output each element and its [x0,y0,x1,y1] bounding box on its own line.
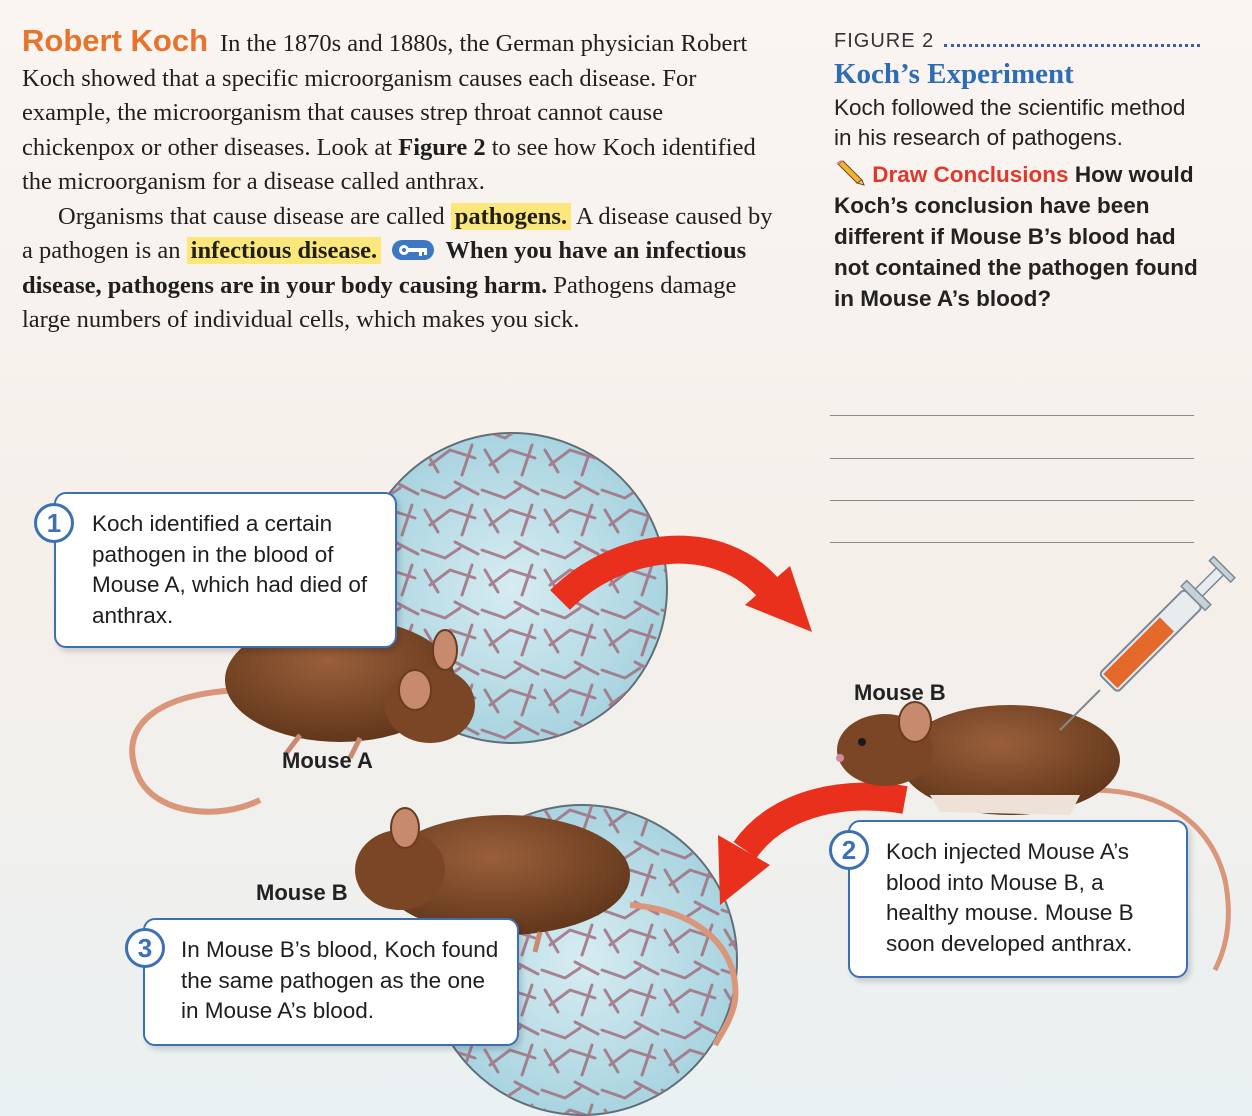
section-heading: Robert Koch [22,23,208,58]
figure-label: FIGURE 2 [834,29,935,52]
paragraph-2-c: Pathogens damage large numbers of individual cells, which makes you sick. [22,271,737,333]
paragraph-2-b: A disease caused by a pathogen is an [22,202,773,264]
draw-conclusions-label: Draw Conclusions [872,162,1069,187]
step-2-number: 2 [829,830,869,870]
mouse-b-top-label: Mouse B [854,680,946,705]
syringe-illustration [1060,555,1236,730]
paragraph-1-end: to see how Koch identified the microorganism for a disease called anthrax. [22,133,756,195]
step-1-callout [54,492,397,648]
paragraph-2-a: Organisms that cause disease are called [58,202,445,230]
key-concept-sentence: When you have an infectious disease, pathogens are in your body causing harm. [22,237,747,299]
figure-description: Koch followed the scientific method in his research of pathogens. [834,95,1186,150]
mouse-a-label: Mouse A [282,748,373,773]
draw-conclusions-question: How would Koch’s conclusion have been different if Mouse B’s blood had not contained the pathogen found in Mouse A’s blood? [834,162,1198,311]
step-1-text: Koch identified a certain pathogen in the blood of Mouse A, which had died of anthrax. [92,511,368,628]
step-3-number: 3 [125,928,165,968]
vocab-term-infectious-disease: infectious disease. [187,237,381,264]
step-1-number: 1 [34,503,74,543]
step-3-text: In Mouse B’s blood, Koch found the same pathogen as the one in Mouse A’s blood. [181,937,499,1023]
figure-reference[interactable]: Figure 2 [398,133,486,161]
step-3-callout [143,918,519,1046]
vocab-term-pathogens: pathogens. [451,203,571,230]
paragraph-1-text: In the 1870s and 1880s, the German physician Robert Koch showed that a specific microorganism causes each disease. For example, the microorganism that causes strep throat cannot cause chickenpox or other diseases. Look at [22,30,748,161]
mouse-b-bottom-label: Mouse B [256,880,348,905]
step-2-text: Koch injected Mouse A’s blood into Mouse B, a healthy mouse. Mouse B soon developed anthrax. [886,839,1134,956]
figure-title: Koch’s Experiment [834,58,1074,90]
step-2-callout [848,820,1188,978]
